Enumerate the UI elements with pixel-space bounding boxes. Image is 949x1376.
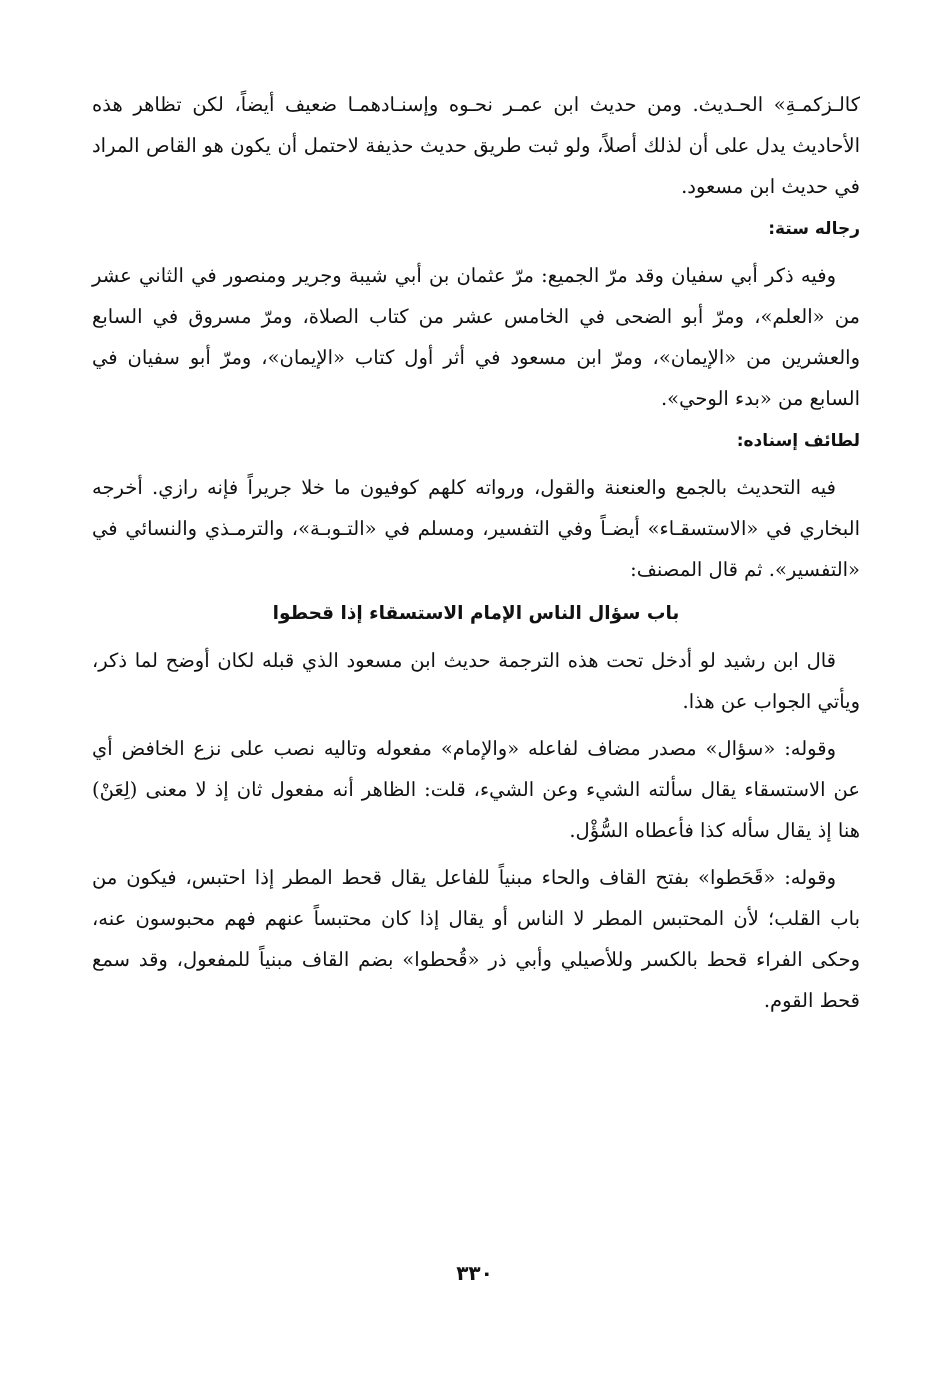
paragraph-continuation: كالـزكمـةِ» الحـديث. ومن حديث ابن عمـر نحـوه وإسنـادهمـا ضعيف أيضاً، لكن تظاهر هذه الأحاديث يدل على أن لذلك أصلاً، ولو ثبت طريق حديث حذيفة لاحتمل أن يكون هو القاص المراد في حديث ابن مسعود. [92,93,860,198]
page-number: ٣٣٠ [456,1261,493,1285]
heading-rijal: رجاله ستة: [768,219,860,239]
paragraph-qahatu: وقوله: «قَحَطوا» بفتح القاف والحاء مبنياً للفاعل يقال قحط المطر إذا احتبس، فيكون من باب القلب؛ لأن المحتبس المطر لا الناس أو يقال إذا كان محتبساً عنهم فهم محبوسون عنه، وحكى الفراء قحط بالكسر وللأصيلي وأبي ذر «قُحطوا» بضم القاف مبنياً للمفعول، وقد سمع قحط القوم. [92,866,860,1012]
paragraph-rijal: وفيه ذكر أبي سفيان وقد مرّ الجميع: مرّ عثمان بن أبي شيبة وجرير ومنصور في الثاني عشر من «العلم»، ومرّ أبو الضحى في الخامس عشر من كتاب الصلاة، ومرّ مسروق في السابع والعشرين من «الإيمان»، ومرّ ابن مسعود في أثر أول كتاب «الإيمان»، ومرّ أبو سفيان في السابع من «بدء الوحي». [92,264,860,410]
page-body [92,84,860,1021]
paragraph-suaal: وقوله: «سؤال» مصدر مضاف لفاعله «والإمام» مفعوله وتاليه نصب على نزع الخافض أي عن الاستسقاء يقال سألته الشيء وعن الشيء، قلت: الظاهر أنه مفعول ثان إذ لا معنى (لِعَنْ) هنا إذ يقال سأله كذا فأعطاه السُّؤْل. [92,737,860,842]
paragraph-ibn-rushayd: قال ابن رشيد لو أدخل تحت هذه الترجمة حديث ابن مسعود الذي قبله لكان أوضح لما ذكر، ويأتي الجواب عن هذا. [92,649,860,713]
section-title: باب سؤال الناس الإمام الاستسقاء إذا قحطوا [272,603,680,624]
paragraph-lataif: فيه التحديث بالجمع والعنعنة والقول، ورواته كلهم كوفيون ما خلا جريراً فإنه رازي. أخرجه البخاري في «الاستسقـاء» أيضـاً وفي التفسير، ومسلم في «التـوبـة»، والترمـذي والنسائي في «التفسير». ثم قال المصنف: [92,476,860,581]
heading-lataif: لطائف إسناده: [736,431,860,451]
